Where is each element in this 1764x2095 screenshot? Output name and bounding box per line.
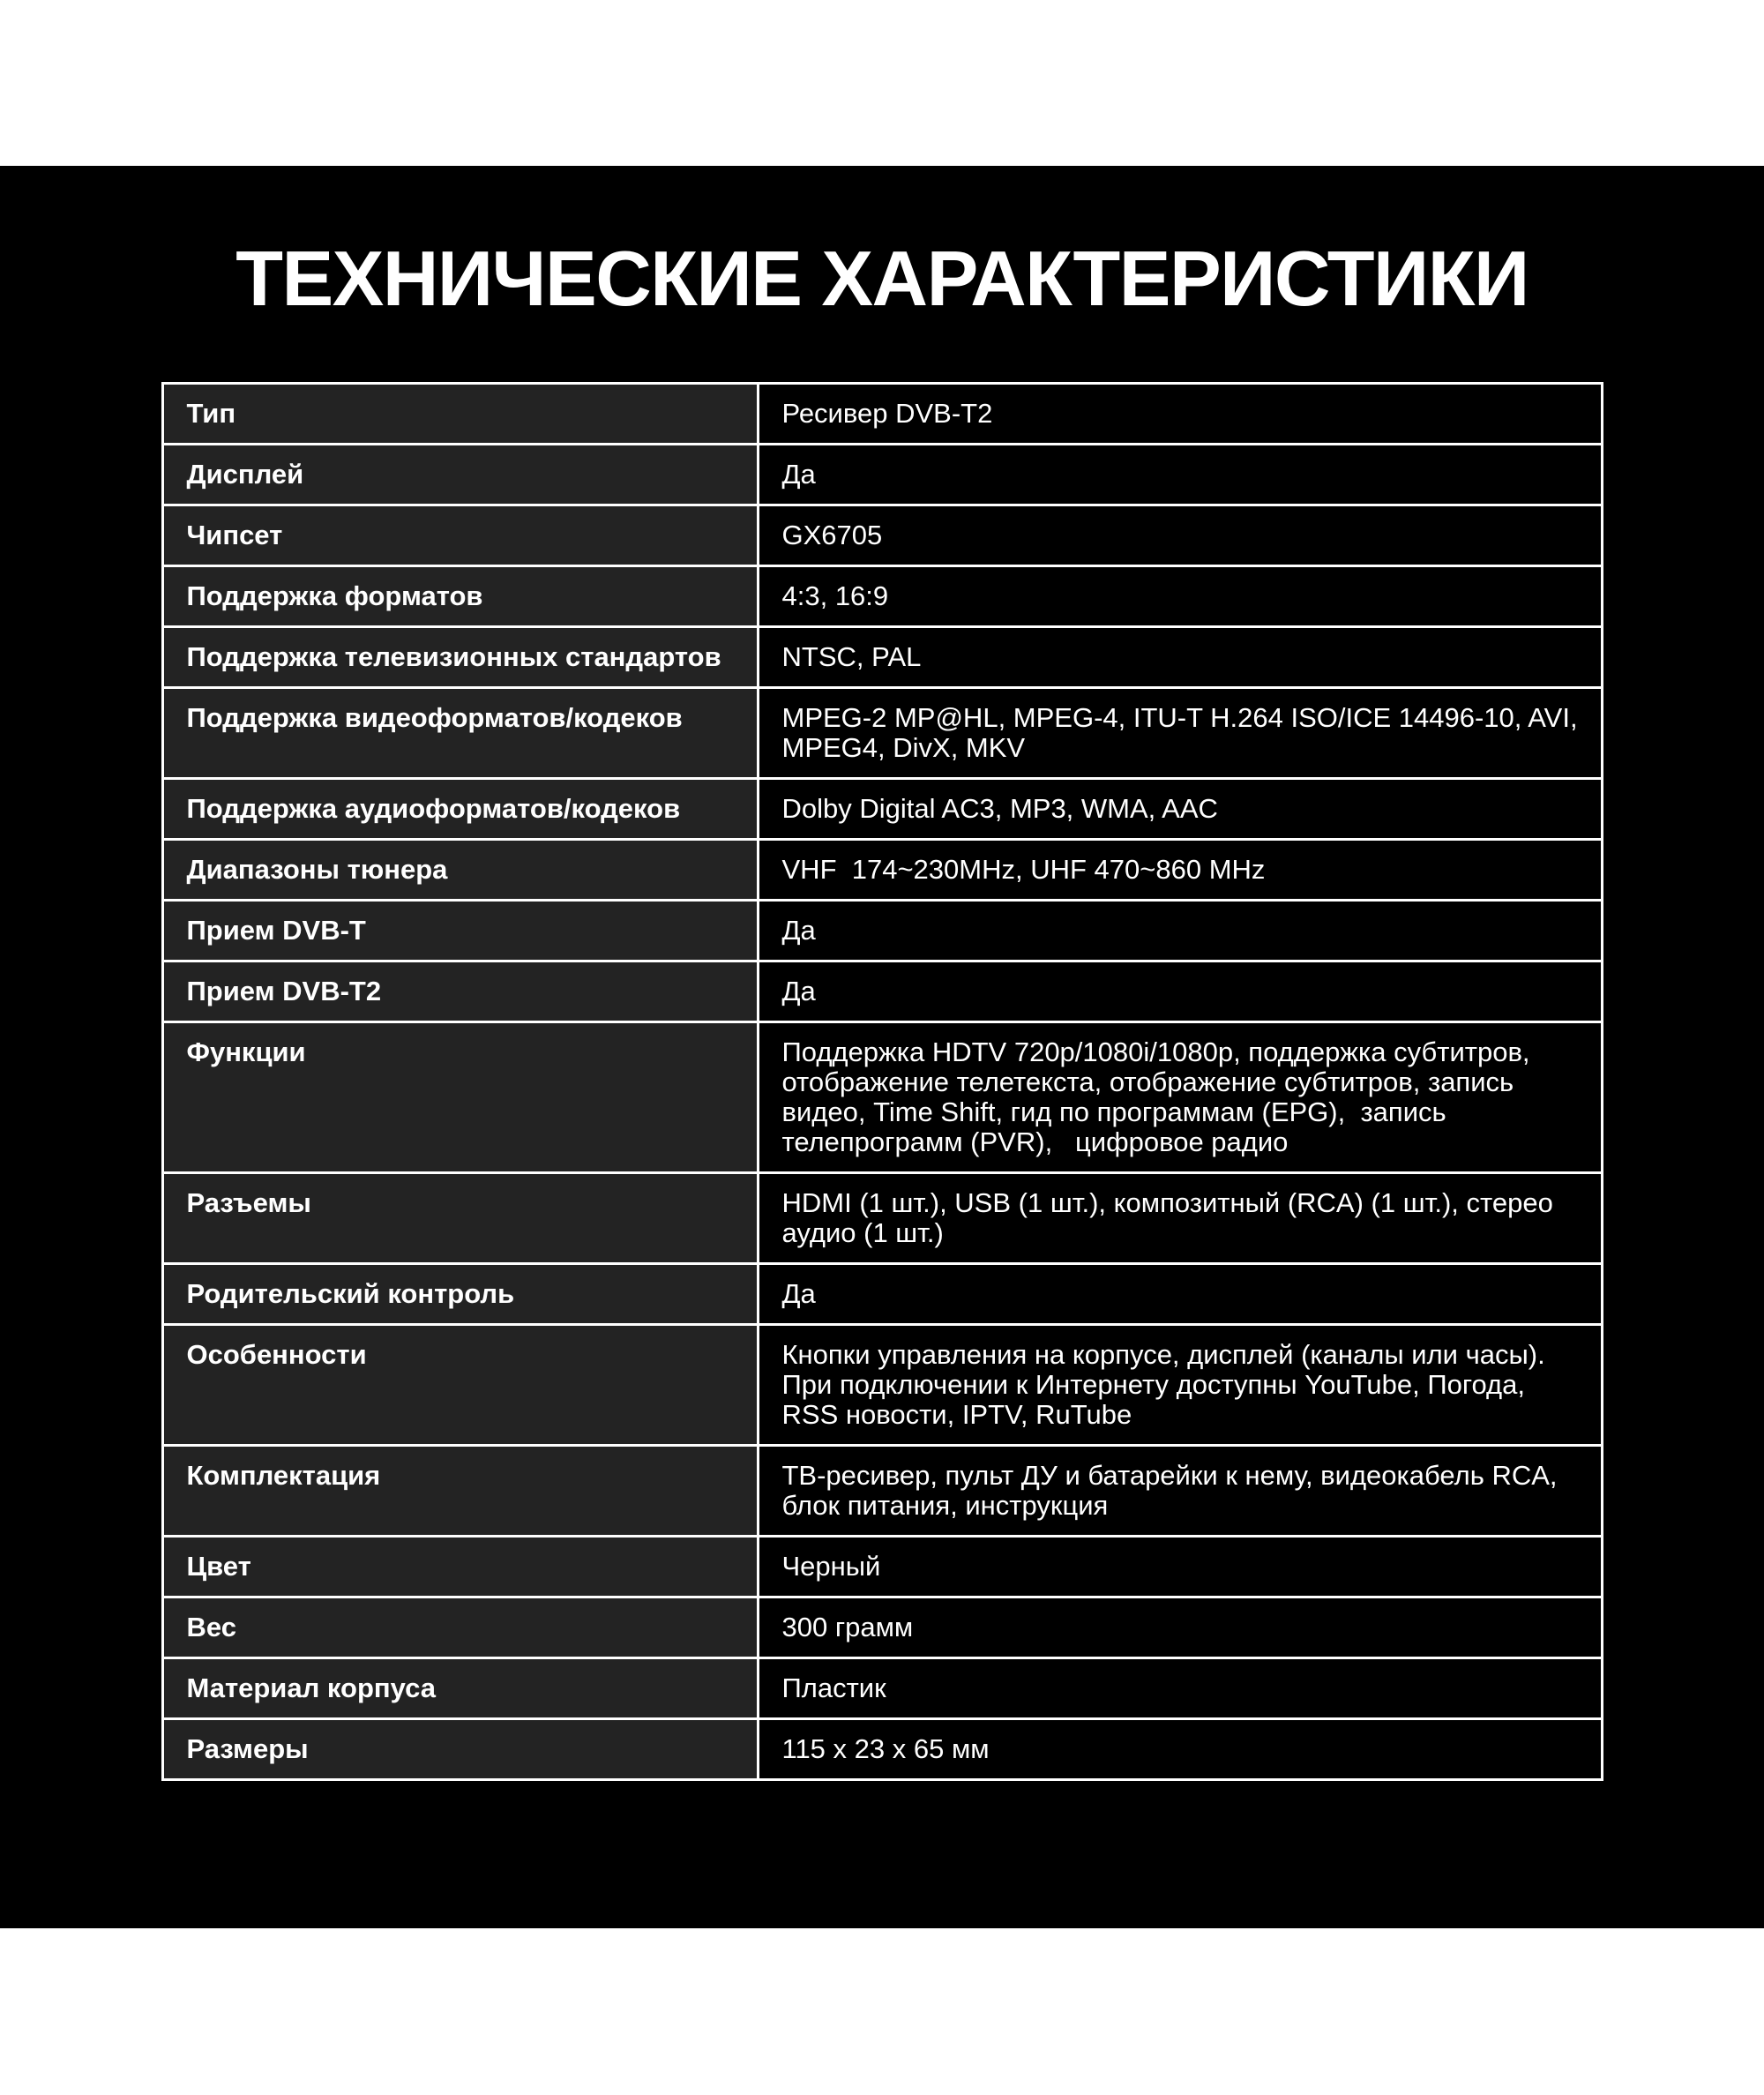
spec-value-cell: NTSC, PAL (758, 626, 1602, 687)
spec-label-cell: Поддержка телевизионных стандартов (162, 626, 758, 687)
spec-value-cell: Ресивер DVB-T2 (758, 383, 1602, 444)
spec-label-cell: Дисплей (162, 444, 758, 505)
spec-label-cell: Цвет (162, 1536, 758, 1597)
spec-value-cell: Да (758, 444, 1602, 505)
table-row (162, 1536, 1602, 1597)
spec-label-cell: Чипсет (162, 505, 758, 565)
table-row (162, 778, 1602, 839)
table-row (162, 1263, 1602, 1324)
table-row (162, 444, 1602, 505)
spec-label-cell: Разъемы (162, 1172, 758, 1263)
table-row (162, 383, 1602, 444)
spec-value-cell: Пластик (758, 1657, 1602, 1718)
table-row (162, 626, 1602, 687)
table-row (162, 900, 1602, 961)
spec-value-cell: 4:3, 16:9 (758, 565, 1602, 626)
table-row (162, 687, 1602, 778)
spec-value-cell: Черный (758, 1536, 1602, 1597)
table-row (162, 1657, 1602, 1718)
spec-value-cell: VHF 174~230MHz, UHF 470~860 MHz (758, 839, 1602, 900)
page-title: ТЕХНИЧЕСКИЕ ХАРАКТЕРИСТИКИ (235, 235, 1529, 322)
spec-table (161, 382, 1603, 1781)
spec-value-cell: 115 x 23 x 65 мм (758, 1718, 1602, 1779)
spec-label-cell: Диапазоны тюнера (162, 839, 758, 900)
spec-value-cell: Да (758, 1263, 1602, 1324)
spec-label-cell: Прием DVB-T2 (162, 961, 758, 1021)
spec-value-cell: MPEG-2 MP@HL, MPEG-4, ITU-T H.264 ISO/ICE 14496-10, AVI, MPEG4, DivX, MKV (758, 687, 1602, 778)
spec-value-cell: Да (758, 961, 1602, 1021)
table-row (162, 1445, 1602, 1536)
spec-value-cell: ТВ-ресивер, пульт ДУ и батарейки к нему, видеокабель RCA, блок питания, инструкция (758, 1445, 1602, 1536)
spec-value-cell: Кнопки управления на корпусе, дисплей (каналы или часы). При подключении к Интернету доступны YouTube, Погода, RSS новости, IPTV, RuTube (758, 1324, 1602, 1445)
spec-label-cell: Поддержка видеоформатов/кодеков (162, 687, 758, 778)
table-row (162, 1172, 1602, 1263)
spec-label-cell: Функции (162, 1021, 758, 1172)
spec-label-cell: Особенности (162, 1324, 758, 1445)
spec-value-cell: HDMI (1 шт.), USB (1 шт.), композитный (RCA) (1 шт.), стерео аудио (1 шт.) (758, 1172, 1602, 1263)
spec-label-cell: Поддержка аудиоформатов/кодеков (162, 778, 758, 839)
spec-label-cell: Материал корпуса (162, 1657, 758, 1718)
table-row (162, 505, 1602, 565)
table-row (162, 1324, 1602, 1445)
spec-label-cell: Размеры (162, 1718, 758, 1779)
spec-poster (0, 166, 1764, 1928)
spec-value-cell: Да (758, 900, 1602, 961)
spec-value-cell: Dolby Digital AC3, MP3, WMA, AAC (758, 778, 1602, 839)
spec-value-cell: GX6705 (758, 505, 1602, 565)
spec-label-cell: Родительский контроль (162, 1263, 758, 1324)
spec-table-body (162, 383, 1602, 1779)
spec-value-cell: Поддержка HDTV 720p/1080i/1080p, поддержка субтитров, отображение телетекста, отображение субтитров, запись видео, Time Shift, гид по программам (EPG), запись телепрограмм (PVR), цифровое радио (758, 1021, 1602, 1172)
spec-label-cell: Поддержка форматов (162, 565, 758, 626)
table-row (162, 961, 1602, 1021)
spec-label-cell: Комплектация (162, 1445, 758, 1536)
table-row (162, 839, 1602, 900)
spec-value-cell: 300 грамм (758, 1597, 1602, 1657)
spec-label-cell: Тип (162, 383, 758, 444)
table-row (162, 565, 1602, 626)
table-row (162, 1597, 1602, 1657)
table-row (162, 1021, 1602, 1172)
spec-label-cell: Вес (162, 1597, 758, 1657)
table-row (162, 1718, 1602, 1779)
spec-label-cell: Прием DVB-T (162, 900, 758, 961)
